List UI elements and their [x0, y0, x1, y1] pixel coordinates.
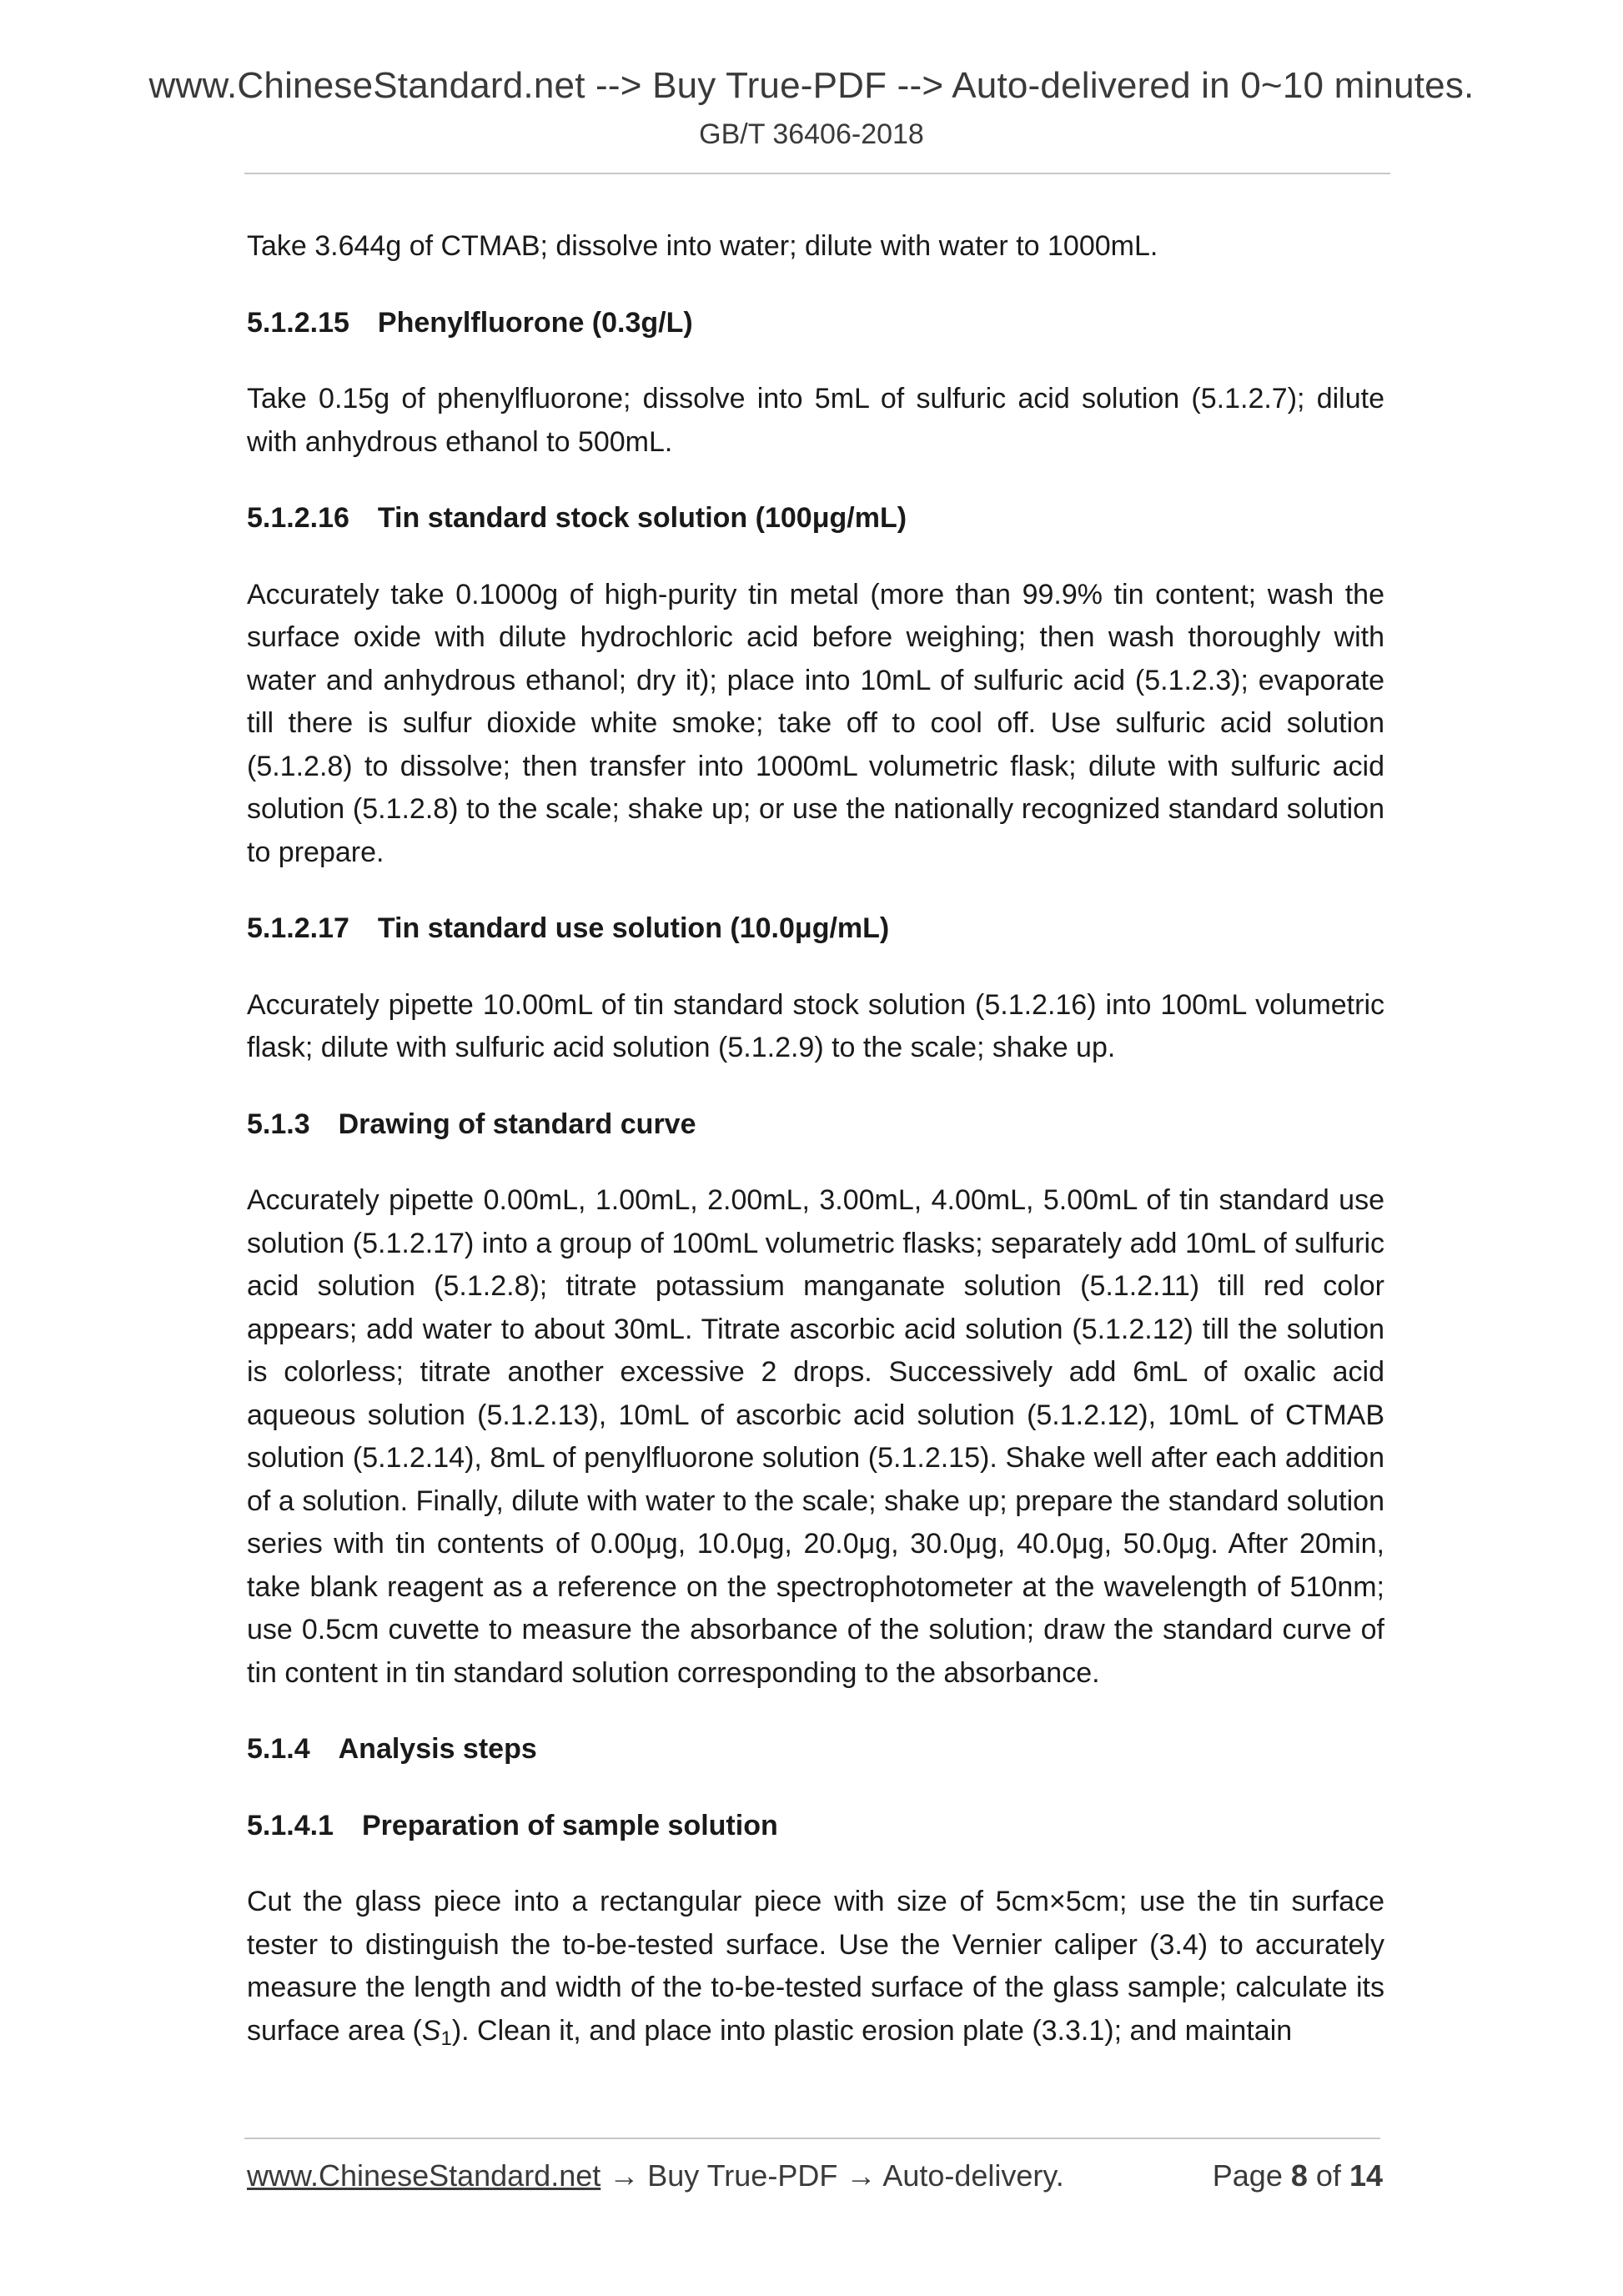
paragraph-phenylfluorone: Take 0.15g of phenylfluorone; dissolve into 5mL of sulfuric acid solution (5.1.2.7); dilute with anhydrous ethanol to 500mL.	[247, 383, 1384, 458]
variable-s: S	[421, 2014, 441, 2047]
paragraph-standard-curve: Accurately pipette 0.00mL, 1.00mL, 2.00mL, 3.00mL, 4.00mL, 5.00mL of tin standard use solution (5.1.2.17) into a group of 100mL volumetric flasks; separately add 10mL of sulfuric acid solution (5.1.2.8); titrate potassium manganate solution (5.1.2.11) till red color appears; add water to about 30mL. Titrate ascorbic acid solution (5.1.2.12) till the solution is colorless; titrate another excessive 2 drops. Successively add 6mL of oxalic acid aqueous solution (5.1.2.13), 10mL of ascorbic acid solution (5.1.2.12), 10mL of CTMAB solution (5.1.2.14), 8mL of penylfluorone solution (5.1.2.15). Shake well after each addition of a solution. Finally, dilute with water to the scale; shake up; prepare the standard solution series with tin contents of 0.00μg, 10.0μg, 20.0μg, 30.0μg, 40.0μg, 50.0μg. After 20min, take blank reagent as a reference on the spectrophotometer at the wavelength of 510nm; use 0.5cm cuvette to measure the absorbance of the solution; draw the standard curve of tin content in tin standard solution corresponding to the absorbance.	[247, 1184, 1384, 1689]
heading-5-1-3	[247, 1103, 1384, 1147]
section-number: 5.1.4	[247, 1733, 310, 1765]
site-link[interactable]: www.ChineseStandard.net	[247, 2158, 601, 2193]
paragraph-text: ). Clean it, and place into plastic erosion plate (3.3.1); and maintain	[451, 2014, 1293, 2047]
section-number: 5.1.2.15	[247, 306, 349, 339]
subscript: 1	[440, 2027, 452, 2050]
paragraph-text: Cut the glass piece into a rectangular piece with size of 5cm×5cm; use the tin surface tester to distinguish the to-be-tested surface. Use the Vernier caliper (3.4) to accurately measure the length and width of the to-be-tested surface of the glass sample; calculate its surface area (	[247, 1886, 1384, 2047]
page-indicator	[1213, 2158, 1383, 2193]
section-number: 5.1.4.1	[247, 1809, 334, 1841]
heading-5-1-4-1	[247, 1805, 1384, 1848]
paragraph-tin-stock: Accurately take 0.1000g of high-purity tin metal (more than 99.9% tin content; wash the surface oxide with dilute hydrochloric acid before weighing; then wash thoroughly with water and anhydrous ethanol; dry it); place into 10mL of sulfuric acid (5.1.2.3); evaporate till there is sulfur dioxide white smoke; take off to cool off. Use sulfuric acid solution (5.1.2.8) to dissolve; then transfer into 1000mL volumetric flask; dilute with sulfuric acid solution (5.1.2.8) to the scale; shake up; or use the nationally recognized standard solution to prepare.	[247, 578, 1384, 868]
footer	[247, 2158, 1383, 2193]
page-total: 14	[1349, 2158, 1383, 2193]
heading-5-1-2-16	[247, 497, 1384, 540]
document-body	[247, 225, 1384, 2060]
section-title: Drawing of standard curve	[338, 1108, 696, 1140]
paragraph-tin-use: Accurately pipette 10.00mL of tin standard stock solution (5.1.2.16) into 100mL volumetric flask; dilute with sulfuric acid solution (5.1.2.9) to the scale; shake up.	[247, 988, 1384, 1063]
footer-divider	[244, 2138, 1380, 2139]
heading-5-1-4	[247, 1728, 1384, 1771]
standard-number: GB/T 36406-2018	[699, 118, 924, 150]
footer-left	[247, 2158, 1064, 2193]
section-title: Phenylfluorone (0.3g/L)	[377, 306, 693, 339]
paragraph-ctmab: Take 3.644g of CTMAB; dissolve into water; dilute with water to 1000mL.	[247, 230, 1158, 262]
footer-tagline: → Buy True-PDF → Auto-delivery.	[600, 2158, 1064, 2193]
page-label: Page	[1212, 2158, 1283, 2193]
header-banner: www.ChineseStandard.net --> Buy True-PDF --> Auto-delivered in 0~10 minutes.	[148, 65, 1475, 106]
section-title: Preparation of sample solution	[361, 1809, 778, 1841]
heading-5-1-2-17	[247, 907, 1384, 951]
section-number: 5.1.3	[247, 1108, 310, 1140]
heading-5-1-2-15	[247, 302, 1384, 345]
section-title: Analysis steps	[338, 1733, 537, 1765]
of-label: of	[1315, 2158, 1341, 2193]
section-number: 5.1.2.17	[247, 912, 349, 944]
section-title: Tin standard stock solution (100μg/mL)	[377, 502, 907, 534]
header-divider	[244, 173, 1390, 174]
section-title: Tin standard use solution (10.0μg/mL)	[377, 912, 890, 944]
section-number: 5.1.2.16	[247, 502, 349, 534]
paragraph-sample-preparation	[247, 1881, 1384, 2060]
page-number: 8	[1290, 2158, 1308, 2193]
